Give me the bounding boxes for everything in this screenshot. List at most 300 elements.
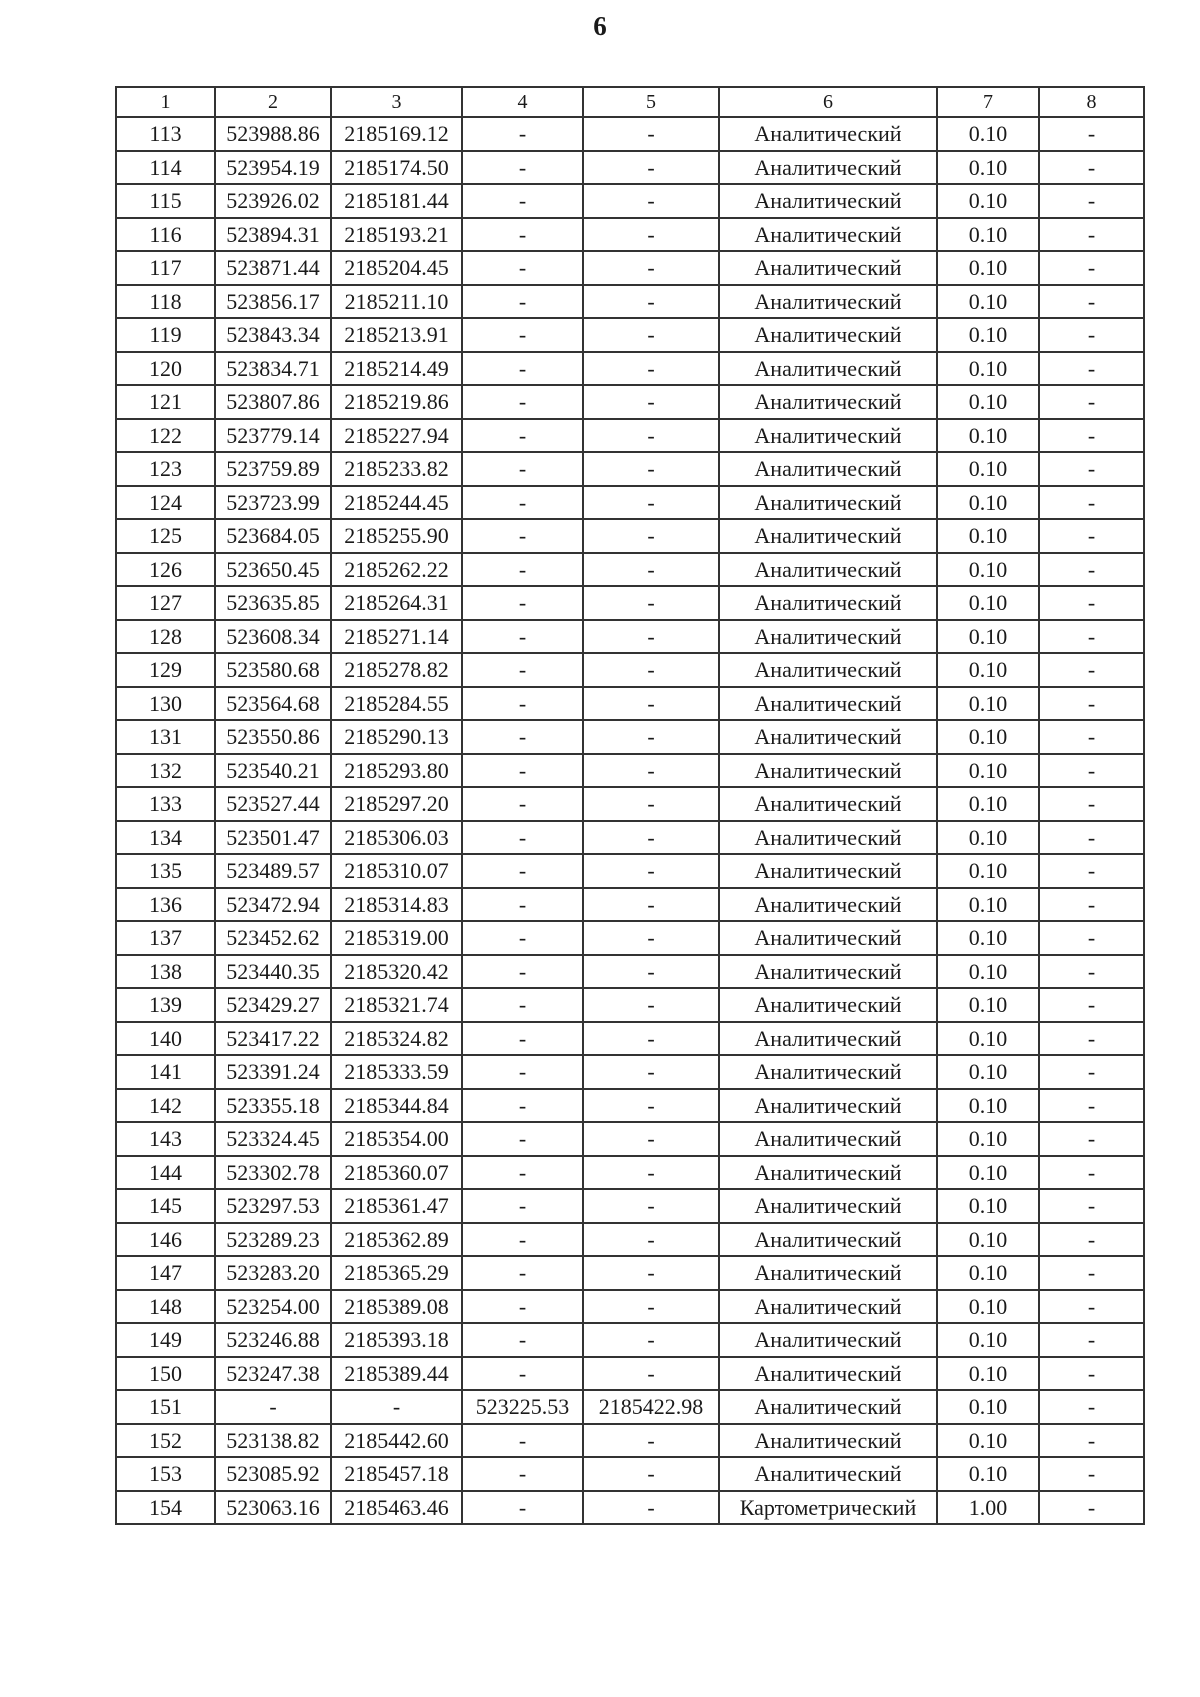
table-cell: 0.10 xyxy=(937,955,1039,989)
table-cell: 122 xyxy=(116,419,215,453)
table-row xyxy=(116,419,1144,453)
table-cell: 0.10 xyxy=(937,921,1039,955)
table-cell: - xyxy=(1039,1189,1144,1223)
table-cell: Аналитический xyxy=(719,620,937,654)
table-cell: Аналитический xyxy=(719,1089,937,1123)
table-cell: 129 xyxy=(116,653,215,687)
table-cell: Аналитический xyxy=(719,955,937,989)
column-header-8: 8 xyxy=(1039,87,1144,117)
table-row xyxy=(116,1022,1144,1056)
table-cell: 0.10 xyxy=(937,1189,1039,1223)
table-cell: 2185333.59 xyxy=(331,1055,462,1089)
table-cell: - xyxy=(583,754,719,788)
table-row xyxy=(116,1189,1144,1223)
table-cell: Аналитический xyxy=(719,184,937,218)
table-row xyxy=(116,251,1144,285)
table-row xyxy=(116,653,1144,687)
table-cell: - xyxy=(1039,1022,1144,1056)
table-cell: Аналитический xyxy=(719,385,937,419)
table-cell: 140 xyxy=(116,1022,215,1056)
table-cell: Аналитический xyxy=(719,419,937,453)
table-cell: 0.10 xyxy=(937,1156,1039,1190)
table-cell: 2185422.98 xyxy=(583,1390,719,1424)
table-cell: 2185278.82 xyxy=(331,653,462,687)
table-cell: - xyxy=(1039,318,1144,352)
table-cell: - xyxy=(462,653,583,687)
table-cell: 2185211.10 xyxy=(331,285,462,319)
table-cell: - xyxy=(462,385,583,419)
table-cell: 0.10 xyxy=(937,1089,1039,1123)
table-cell: 2185362.89 xyxy=(331,1223,462,1257)
table-cell: - xyxy=(583,486,719,520)
table-row xyxy=(116,1323,1144,1357)
table-cell: 134 xyxy=(116,821,215,855)
column-header-1: 1 xyxy=(116,87,215,117)
table-row xyxy=(116,1357,1144,1391)
table-cell: - xyxy=(583,553,719,587)
table-row xyxy=(116,1256,1144,1290)
table-cell: 2185457.18 xyxy=(331,1457,462,1491)
table-cell: 2185306.03 xyxy=(331,821,462,855)
table-cell: 0.10 xyxy=(937,486,1039,520)
table-cell: - xyxy=(1039,352,1144,386)
table-cell: 0.10 xyxy=(937,888,1039,922)
table-cell: - xyxy=(583,888,719,922)
table-cell: 133 xyxy=(116,787,215,821)
table-row xyxy=(116,117,1144,151)
table-cell: 2185393.18 xyxy=(331,1323,462,1357)
table-cell: 0.10 xyxy=(937,218,1039,252)
table-cell: 523871.44 xyxy=(215,251,331,285)
table-cell: 2185389.08 xyxy=(331,1290,462,1324)
table-cell: 2185319.00 xyxy=(331,921,462,955)
table-cell: 2185271.14 xyxy=(331,620,462,654)
page-number: 6 xyxy=(593,11,607,41)
table-cell: 0.10 xyxy=(937,1424,1039,1458)
table-cell: - xyxy=(462,854,583,888)
table-cell: - xyxy=(331,1390,462,1424)
table-cell: Аналитический xyxy=(719,1189,937,1223)
table-row xyxy=(116,1491,1144,1525)
table-cell: - xyxy=(583,1122,719,1156)
table-cell: 118 xyxy=(116,285,215,319)
table-row xyxy=(116,1457,1144,1491)
table-cell: 523297.53 xyxy=(215,1189,331,1223)
table-cell: Аналитический xyxy=(719,1390,937,1424)
table-cell: 2185227.94 xyxy=(331,419,462,453)
table-row xyxy=(116,519,1144,553)
table-cell: - xyxy=(462,151,583,185)
table-cell: 113 xyxy=(116,117,215,151)
table-cell: 523289.23 xyxy=(215,1223,331,1257)
table-cell: 2185293.80 xyxy=(331,754,462,788)
table-cell: 117 xyxy=(116,251,215,285)
table-row xyxy=(116,1390,1144,1424)
table-cell: - xyxy=(583,1290,719,1324)
table-cell: 131 xyxy=(116,720,215,754)
table-cell: - xyxy=(583,687,719,721)
table-cell: Аналитический xyxy=(719,921,937,955)
table-cell: Аналитический xyxy=(719,1156,937,1190)
table-cell: Аналитический xyxy=(719,754,937,788)
table-cell: 523580.68 xyxy=(215,653,331,687)
table-cell: 523807.86 xyxy=(215,385,331,419)
table-cell: 523417.22 xyxy=(215,1022,331,1056)
table-cell: 2185255.90 xyxy=(331,519,462,553)
table-cell: 2185181.44 xyxy=(331,184,462,218)
table-cell: - xyxy=(583,620,719,654)
table-cell: 0.10 xyxy=(937,620,1039,654)
column-header-2: 2 xyxy=(215,87,331,117)
column-header-6: 6 xyxy=(719,87,937,117)
table-cell: Аналитический xyxy=(719,1290,937,1324)
table-cell: - xyxy=(583,821,719,855)
table-cell: - xyxy=(1039,586,1144,620)
table-cell: 523856.17 xyxy=(215,285,331,319)
table-cell: 0.10 xyxy=(937,854,1039,888)
table-cell: - xyxy=(462,1424,583,1458)
table-body xyxy=(116,117,1144,1524)
table-cell: Аналитический xyxy=(719,519,937,553)
table-cell: - xyxy=(1039,251,1144,285)
table-cell: 523550.86 xyxy=(215,720,331,754)
table-row xyxy=(116,854,1144,888)
table-row xyxy=(116,285,1144,319)
table-row xyxy=(116,1156,1144,1190)
table-cell: - xyxy=(1039,955,1144,989)
table-cell: 2185320.42 xyxy=(331,955,462,989)
table-row xyxy=(116,486,1144,520)
table-cell: - xyxy=(1039,787,1144,821)
table-cell: 0.10 xyxy=(937,352,1039,386)
table-cell: 523759.89 xyxy=(215,452,331,486)
table-cell: 2185262.22 xyxy=(331,553,462,587)
table-cell: 146 xyxy=(116,1223,215,1257)
table-cell: - xyxy=(1039,519,1144,553)
table-cell: 523834.71 xyxy=(215,352,331,386)
table-cell: - xyxy=(583,1022,719,1056)
table-cell: - xyxy=(1039,1122,1144,1156)
table-cell: 0.10 xyxy=(937,687,1039,721)
table-cell: 2185264.31 xyxy=(331,586,462,620)
table-cell: 0.10 xyxy=(937,184,1039,218)
table-row xyxy=(116,1223,1144,1257)
table-row xyxy=(116,352,1144,386)
table-cell: Аналитический xyxy=(719,352,937,386)
table-cell: 124 xyxy=(116,486,215,520)
table-row xyxy=(116,553,1144,587)
column-header-7: 7 xyxy=(937,87,1039,117)
table-cell: - xyxy=(462,1323,583,1357)
table-cell: 2185219.86 xyxy=(331,385,462,419)
table-cell: 2185314.83 xyxy=(331,888,462,922)
table-cell: - xyxy=(583,653,719,687)
table-cell: 523635.85 xyxy=(215,586,331,620)
table-cell: - xyxy=(1039,285,1144,319)
table-cell: 2185310.07 xyxy=(331,854,462,888)
table-row xyxy=(116,955,1144,989)
table-cell: 0.10 xyxy=(937,1122,1039,1156)
table-cell: 523283.20 xyxy=(215,1256,331,1290)
table-row xyxy=(116,1424,1144,1458)
table-cell: - xyxy=(583,385,719,419)
table-cell: 0.10 xyxy=(937,519,1039,553)
table-cell: 2185354.00 xyxy=(331,1122,462,1156)
table-cell: - xyxy=(1039,988,1144,1022)
table-cell: 2185360.07 xyxy=(331,1156,462,1190)
table-cell: Аналитический xyxy=(719,787,937,821)
table-cell: 523988.86 xyxy=(215,117,331,151)
table-cell: 123 xyxy=(116,452,215,486)
table-cell: 523452.62 xyxy=(215,921,331,955)
table-cell: - xyxy=(1039,486,1144,520)
table-cell: 138 xyxy=(116,955,215,989)
table-cell: - xyxy=(462,620,583,654)
table-cell: - xyxy=(583,988,719,1022)
table-cell: 523527.44 xyxy=(215,787,331,821)
table-cell: 2185365.29 xyxy=(331,1256,462,1290)
table-cell: - xyxy=(583,117,719,151)
table-row xyxy=(116,151,1144,185)
table-cell: 523225.53 xyxy=(462,1390,583,1424)
table-cell: Аналитический xyxy=(719,486,937,520)
table-cell: - xyxy=(1039,620,1144,654)
table-cell: - xyxy=(462,1156,583,1190)
table-cell: Аналитический xyxy=(719,1323,937,1357)
table-cell: - xyxy=(462,720,583,754)
table-cell: Аналитический xyxy=(719,1424,937,1458)
table-cell: 2185244.45 xyxy=(331,486,462,520)
table-cell: - xyxy=(583,218,719,252)
table-cell: - xyxy=(462,888,583,922)
table-row xyxy=(116,821,1144,855)
table-cell: - xyxy=(583,1156,719,1190)
table-cell: 0.10 xyxy=(937,821,1039,855)
table-cell: 115 xyxy=(116,184,215,218)
coordinates-table xyxy=(115,86,1145,1525)
table-cell: 523501.47 xyxy=(215,821,331,855)
table-cell: 149 xyxy=(116,1323,215,1357)
table-cell: 136 xyxy=(116,888,215,922)
table-cell: - xyxy=(583,1256,719,1290)
table-row xyxy=(116,720,1144,754)
table-cell: Аналитический xyxy=(719,285,937,319)
table-cell: 148 xyxy=(116,1290,215,1324)
table-cell: - xyxy=(1039,720,1144,754)
table-cell: - xyxy=(1039,218,1144,252)
table-cell: 0.10 xyxy=(937,419,1039,453)
table-row xyxy=(116,1122,1144,1156)
table-cell: - xyxy=(1039,1390,1144,1424)
column-header-5: 5 xyxy=(583,87,719,117)
table-cell: - xyxy=(1039,419,1144,453)
table-cell: - xyxy=(1039,452,1144,486)
table-cell: - xyxy=(1039,687,1144,721)
table-row xyxy=(116,754,1144,788)
table-cell: - xyxy=(1039,385,1144,419)
table-cell: - xyxy=(462,184,583,218)
table-cell: - xyxy=(462,1089,583,1123)
table-cell: 2185290.13 xyxy=(331,720,462,754)
table-cell: - xyxy=(583,586,719,620)
table-cell: 126 xyxy=(116,553,215,587)
table-row xyxy=(116,620,1144,654)
table-cell: 135 xyxy=(116,854,215,888)
table-cell: 2185344.84 xyxy=(331,1089,462,1123)
table-cell: Аналитический xyxy=(719,117,937,151)
table-cell: - xyxy=(462,821,583,855)
table-cell: 119 xyxy=(116,318,215,352)
table-cell: - xyxy=(462,754,583,788)
table-cell: - xyxy=(462,787,583,821)
table-cell: Аналитический xyxy=(719,1256,937,1290)
table-cell: Аналитический xyxy=(719,988,937,1022)
table-cell: 523926.02 xyxy=(215,184,331,218)
table-cell: 145 xyxy=(116,1189,215,1223)
table-cell: - xyxy=(1039,151,1144,185)
table-cell: - xyxy=(583,184,719,218)
table-cell: - xyxy=(1039,854,1144,888)
table-cell: 121 xyxy=(116,385,215,419)
table-cell: 153 xyxy=(116,1457,215,1491)
table-cell: - xyxy=(462,1357,583,1391)
table-cell: - xyxy=(583,1223,719,1257)
table-cell: 0.10 xyxy=(937,1055,1039,1089)
table-cell: - xyxy=(462,988,583,1022)
table-row xyxy=(116,888,1144,922)
table-cell: - xyxy=(462,419,583,453)
table-cell: - xyxy=(1039,1223,1144,1257)
table-cell: - xyxy=(215,1390,331,1424)
table-cell: 1.00 xyxy=(937,1491,1039,1525)
table-row xyxy=(116,1089,1144,1123)
table-cell: - xyxy=(1039,1256,1144,1290)
table-cell: 523063.16 xyxy=(215,1491,331,1525)
table-cell: - xyxy=(583,854,719,888)
table-cell: 127 xyxy=(116,586,215,620)
table-cell: 523472.94 xyxy=(215,888,331,922)
table-cell: - xyxy=(462,519,583,553)
table-cell: 0.10 xyxy=(937,251,1039,285)
table-cell: - xyxy=(462,251,583,285)
table-cell: - xyxy=(583,251,719,285)
table-cell: 151 xyxy=(116,1390,215,1424)
column-header-4: 4 xyxy=(462,87,583,117)
table-cell: Аналитический xyxy=(719,318,937,352)
table-cell: 523247.38 xyxy=(215,1357,331,1391)
table-cell: - xyxy=(462,586,583,620)
table-cell: 0.10 xyxy=(937,1256,1039,1290)
table-cell: 137 xyxy=(116,921,215,955)
table-cell: 523429.27 xyxy=(215,988,331,1022)
table-cell: 0.10 xyxy=(937,787,1039,821)
table-cell: 150 xyxy=(116,1357,215,1391)
table-cell: 2185297.20 xyxy=(331,787,462,821)
table-cell: 2185233.82 xyxy=(331,452,462,486)
table-cell: - xyxy=(1039,754,1144,788)
table-cell: - xyxy=(462,687,583,721)
table-cell: 0.10 xyxy=(937,452,1039,486)
table-cell: - xyxy=(462,218,583,252)
table-cell: 139 xyxy=(116,988,215,1022)
table-cell: 2185442.60 xyxy=(331,1424,462,1458)
table-cell: - xyxy=(1039,888,1144,922)
table-cell: 0.10 xyxy=(937,117,1039,151)
table-cell: - xyxy=(583,352,719,386)
table-cell: 0.10 xyxy=(937,653,1039,687)
table-cell: Аналитический xyxy=(719,251,937,285)
table-cell: - xyxy=(462,318,583,352)
table-cell: 523684.05 xyxy=(215,519,331,553)
table-cell: 0.10 xyxy=(937,385,1039,419)
table-cell: 0.10 xyxy=(937,988,1039,1022)
table-cell: - xyxy=(462,285,583,319)
table-cell: - xyxy=(583,1491,719,1525)
table-cell: - xyxy=(583,1055,719,1089)
table-cell: 2185284.55 xyxy=(331,687,462,721)
table-cell: - xyxy=(1039,1457,1144,1491)
table-cell: 141 xyxy=(116,1055,215,1089)
table-row xyxy=(116,687,1144,721)
table-cell: - xyxy=(1039,821,1144,855)
table-cell: Аналитический xyxy=(719,218,937,252)
table-cell: 0.10 xyxy=(937,754,1039,788)
table-row xyxy=(116,452,1144,486)
table-cell: 523246.88 xyxy=(215,1323,331,1357)
table-cell: 130 xyxy=(116,687,215,721)
table-cell: 523391.24 xyxy=(215,1055,331,1089)
table-cell: Аналитический xyxy=(719,687,937,721)
table-cell: - xyxy=(1039,553,1144,587)
table-row xyxy=(116,385,1144,419)
table-cell: Аналитический xyxy=(719,854,937,888)
table-row xyxy=(116,787,1144,821)
table-cell: - xyxy=(583,1424,719,1458)
table-cell: Аналитический xyxy=(719,1055,937,1089)
table-cell: - xyxy=(1039,1089,1144,1123)
table-cell: 523254.00 xyxy=(215,1290,331,1324)
table-cell: 2185389.44 xyxy=(331,1357,462,1391)
table-cell: - xyxy=(1039,1156,1144,1190)
table-cell: 0.10 xyxy=(937,1357,1039,1391)
table-cell: - xyxy=(462,1122,583,1156)
table-row xyxy=(116,988,1144,1022)
table-cell: - xyxy=(462,1256,583,1290)
table-header-row xyxy=(116,87,1144,117)
table-cell: 143 xyxy=(116,1122,215,1156)
table-cell: - xyxy=(1039,117,1144,151)
table-cell: - xyxy=(462,486,583,520)
table-cell: - xyxy=(583,921,719,955)
table-cell: - xyxy=(583,151,719,185)
table-cell: - xyxy=(462,452,583,486)
column-header-3: 3 xyxy=(331,87,462,117)
table-cell: Аналитический xyxy=(719,1357,937,1391)
table-cell: 523302.78 xyxy=(215,1156,331,1190)
table-cell: 523489.57 xyxy=(215,854,331,888)
table-cell: - xyxy=(583,1189,719,1223)
table-cell: Аналитический xyxy=(719,151,937,185)
table-cell: Аналитический xyxy=(719,586,937,620)
table-cell: - xyxy=(462,1223,583,1257)
table-cell: - xyxy=(462,1491,583,1525)
table-cell: - xyxy=(1039,1424,1144,1458)
table-cell: 0.10 xyxy=(937,1457,1039,1491)
table-cell: 114 xyxy=(116,151,215,185)
table-cell: - xyxy=(583,720,719,754)
table-cell: 0.10 xyxy=(937,720,1039,754)
table-cell: 0.10 xyxy=(937,586,1039,620)
